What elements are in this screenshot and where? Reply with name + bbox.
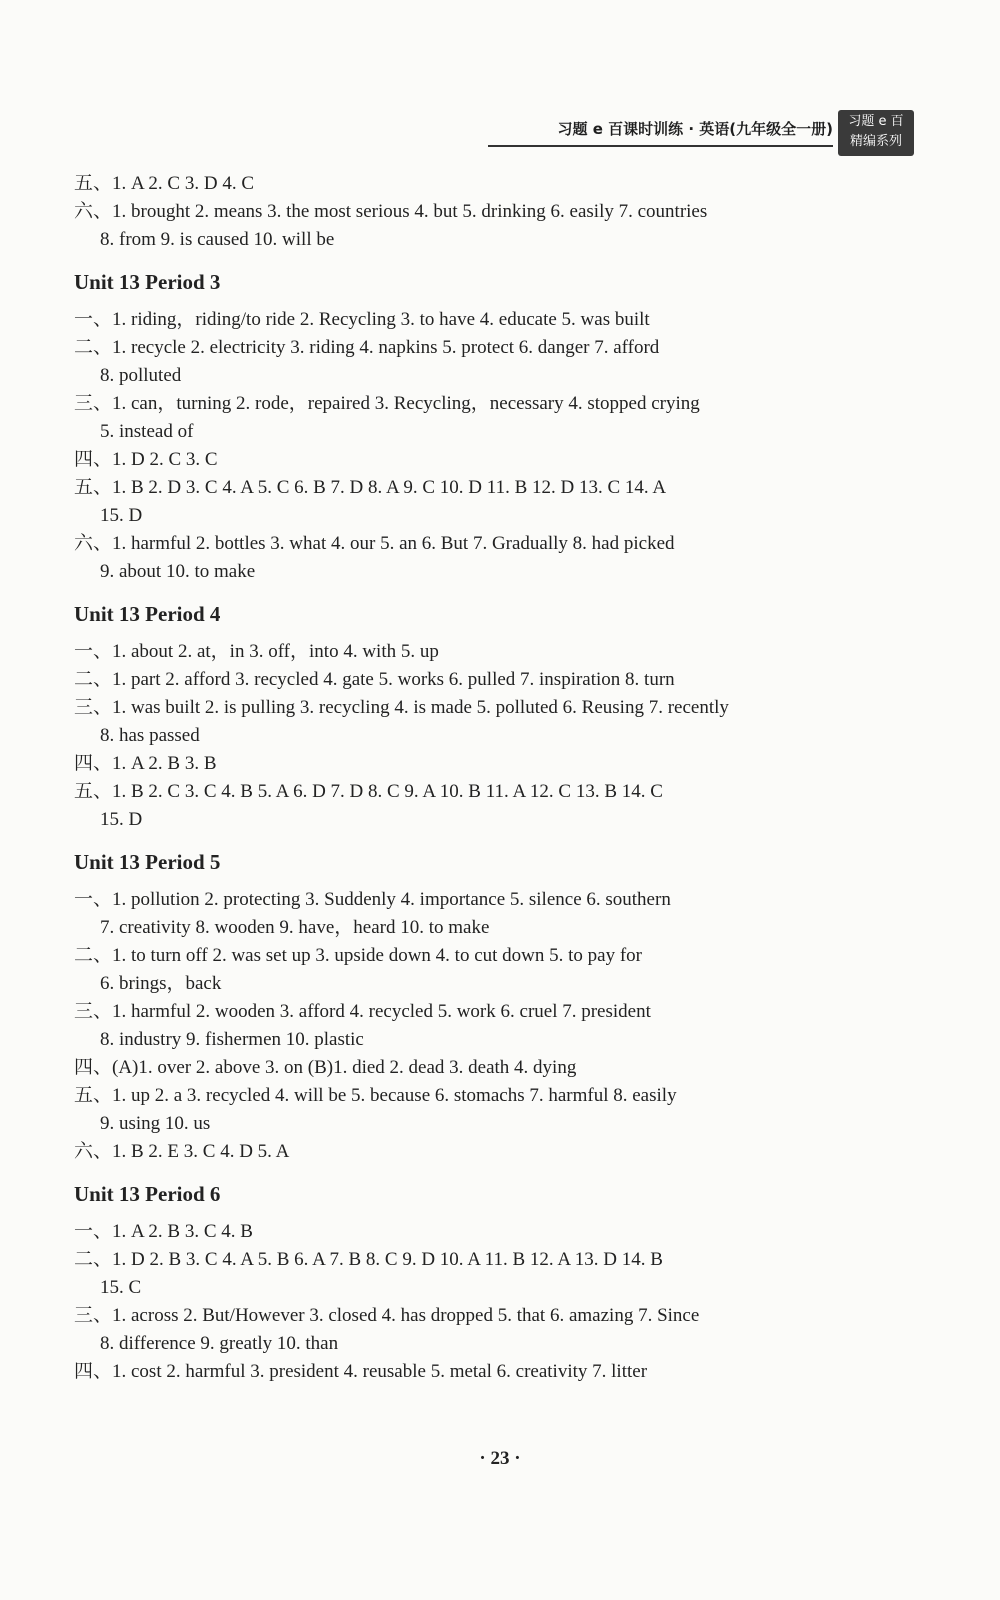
answer-line: 二、1. to turn off 2. was set up 3. upside down 4. to cut down 5. to pay for	[74, 945, 643, 966]
answer-line: 四、1. cost 2. harmful 3. president 4. reusable 5. metal 6. creativity 7. litter	[74, 1361, 648, 1382]
answer-line: 15. C	[100, 1277, 142, 1298]
answer-line: 二、1. D 2. B 3. C 4. A 5. B 6. A 7. B 8. C 9. D 10. A 11. B 12. A 13. D 14. B	[74, 1249, 663, 1270]
answer-line: 三、1. can，turning 2. rode，repaired 3. Recycling，necessary 4. stopped crying	[74, 393, 700, 414]
answer-line: 一、1. pollution 2. protecting 3. Suddenly 4. importance 5. silence 6. southern	[74, 889, 671, 910]
answer-line: 9. about 10. to make	[100, 561, 256, 582]
answer-line: 五、1. B 2. C 3. C 4. B 5. A 6. D 7. D 8. C 9. A 10. B 11. A 12. C 13. B 14. C	[74, 781, 663, 802]
answer-line: 五、1. B 2. D 3. C 4. A 5. C 6. B 7. D 8. A 9. C 10. D 11. B 12. D 13. C 14. A	[74, 477, 667, 498]
answer-line: 9. using 10. us	[100, 1113, 211, 1134]
answer-line: 15. D	[100, 505, 143, 526]
section-heading: Unit 13 Period 3	[74, 270, 221, 294]
running-header: 习题 e 百课时训练 · 英语(九年级全一册)	[488, 118, 833, 147]
answer-line: 一、1. A 2. B 3. C 4. B	[74, 1221, 253, 1242]
answer-line: 一、1. about 2. at，in 3. off，into 4. with 5. up	[74, 641, 439, 662]
answer-line: 6. brings，back	[100, 973, 222, 994]
answer-key-content	[74, 170, 954, 1386]
section-heading: Unit 13 Period 6	[74, 1182, 221, 1206]
section-heading: Unit 13 Period 4	[74, 602, 221, 626]
answer-line: 8. has passed	[100, 725, 200, 746]
badge-line-2: 精编系列	[849, 134, 902, 149]
answer-line: 二、1. recycle 2. electricity 3. riding 4. napkins 5. protect 6. danger 7. afford	[74, 337, 660, 358]
answer-line: 四、1. D 2. C 3. C	[74, 449, 218, 470]
answer-line: 六、1. B 2. E 3. C 4. D 5. A	[74, 1141, 290, 1162]
answer-line: 二、1. part 2. afford 3. recycled 4. gate 5. works 6. pulled 7. inspiration 8. turn	[74, 669, 675, 690]
answer-line: 四、(A)1. over 2. above 3. on (B)1. died 2. dead 3. death 4. dying	[74, 1057, 577, 1078]
answer-line: 五、1. A 2. C 3. D 4. C	[74, 173, 254, 194]
answer-line: 8. polluted	[100, 365, 182, 386]
answer-line: 一、1. riding，riding/to ride 2. Recycling 3. to have 4. educate 5. was built	[74, 309, 650, 330]
answer-line: 五、1. up 2. a 3. recycled 4. will be 5. because 6. stomachs 7. harmful 8. easily	[74, 1085, 677, 1106]
answer-line: 三、1. harmful 2. wooden 3. afford 4. recycled 5. work 6. cruel 7. president	[74, 1001, 651, 1022]
answer-line: 三、1. across 2. But/However 3. closed 4. has dropped 5. that 6. amazing 7. Since	[74, 1305, 700, 1326]
answer-line: 六、1. brought 2. means 3. the most serious 4. but 5. drinking 6. easily 7. countries	[74, 201, 708, 222]
answer-line: 7. creativity 8. wooden 9. have，heard 10. to make	[100, 917, 490, 938]
answer-line: 5. instead of	[100, 421, 194, 442]
answer-line: 六、1. harmful 2. bottles 3. what 4. our 5. an 6. But 7. Gradually 8. had picked	[74, 533, 675, 554]
badge-line-1: 习题 e 百	[848, 114, 904, 129]
answer-line: 8. difference 9. greatly 10. than	[100, 1333, 339, 1354]
answer-line: 三、1. was built 2. is pulling 3. recycling 4. is made 5. polluted 6. Reusing 7. recently	[74, 697, 729, 718]
answer-line: 8. from 9. is caused 10. will be	[100, 229, 335, 250]
answer-line: 8. industry 9. fishermen 10. plastic	[100, 1029, 364, 1050]
page-number: · 23 ·	[479, 1448, 521, 1469]
series-badge	[838, 110, 914, 156]
section-heading: Unit 13 Period 5	[74, 850, 221, 874]
answer-line: 15. D	[100, 809, 143, 830]
answer-line: 四、1. A 2. B 3. B	[74, 753, 217, 774]
